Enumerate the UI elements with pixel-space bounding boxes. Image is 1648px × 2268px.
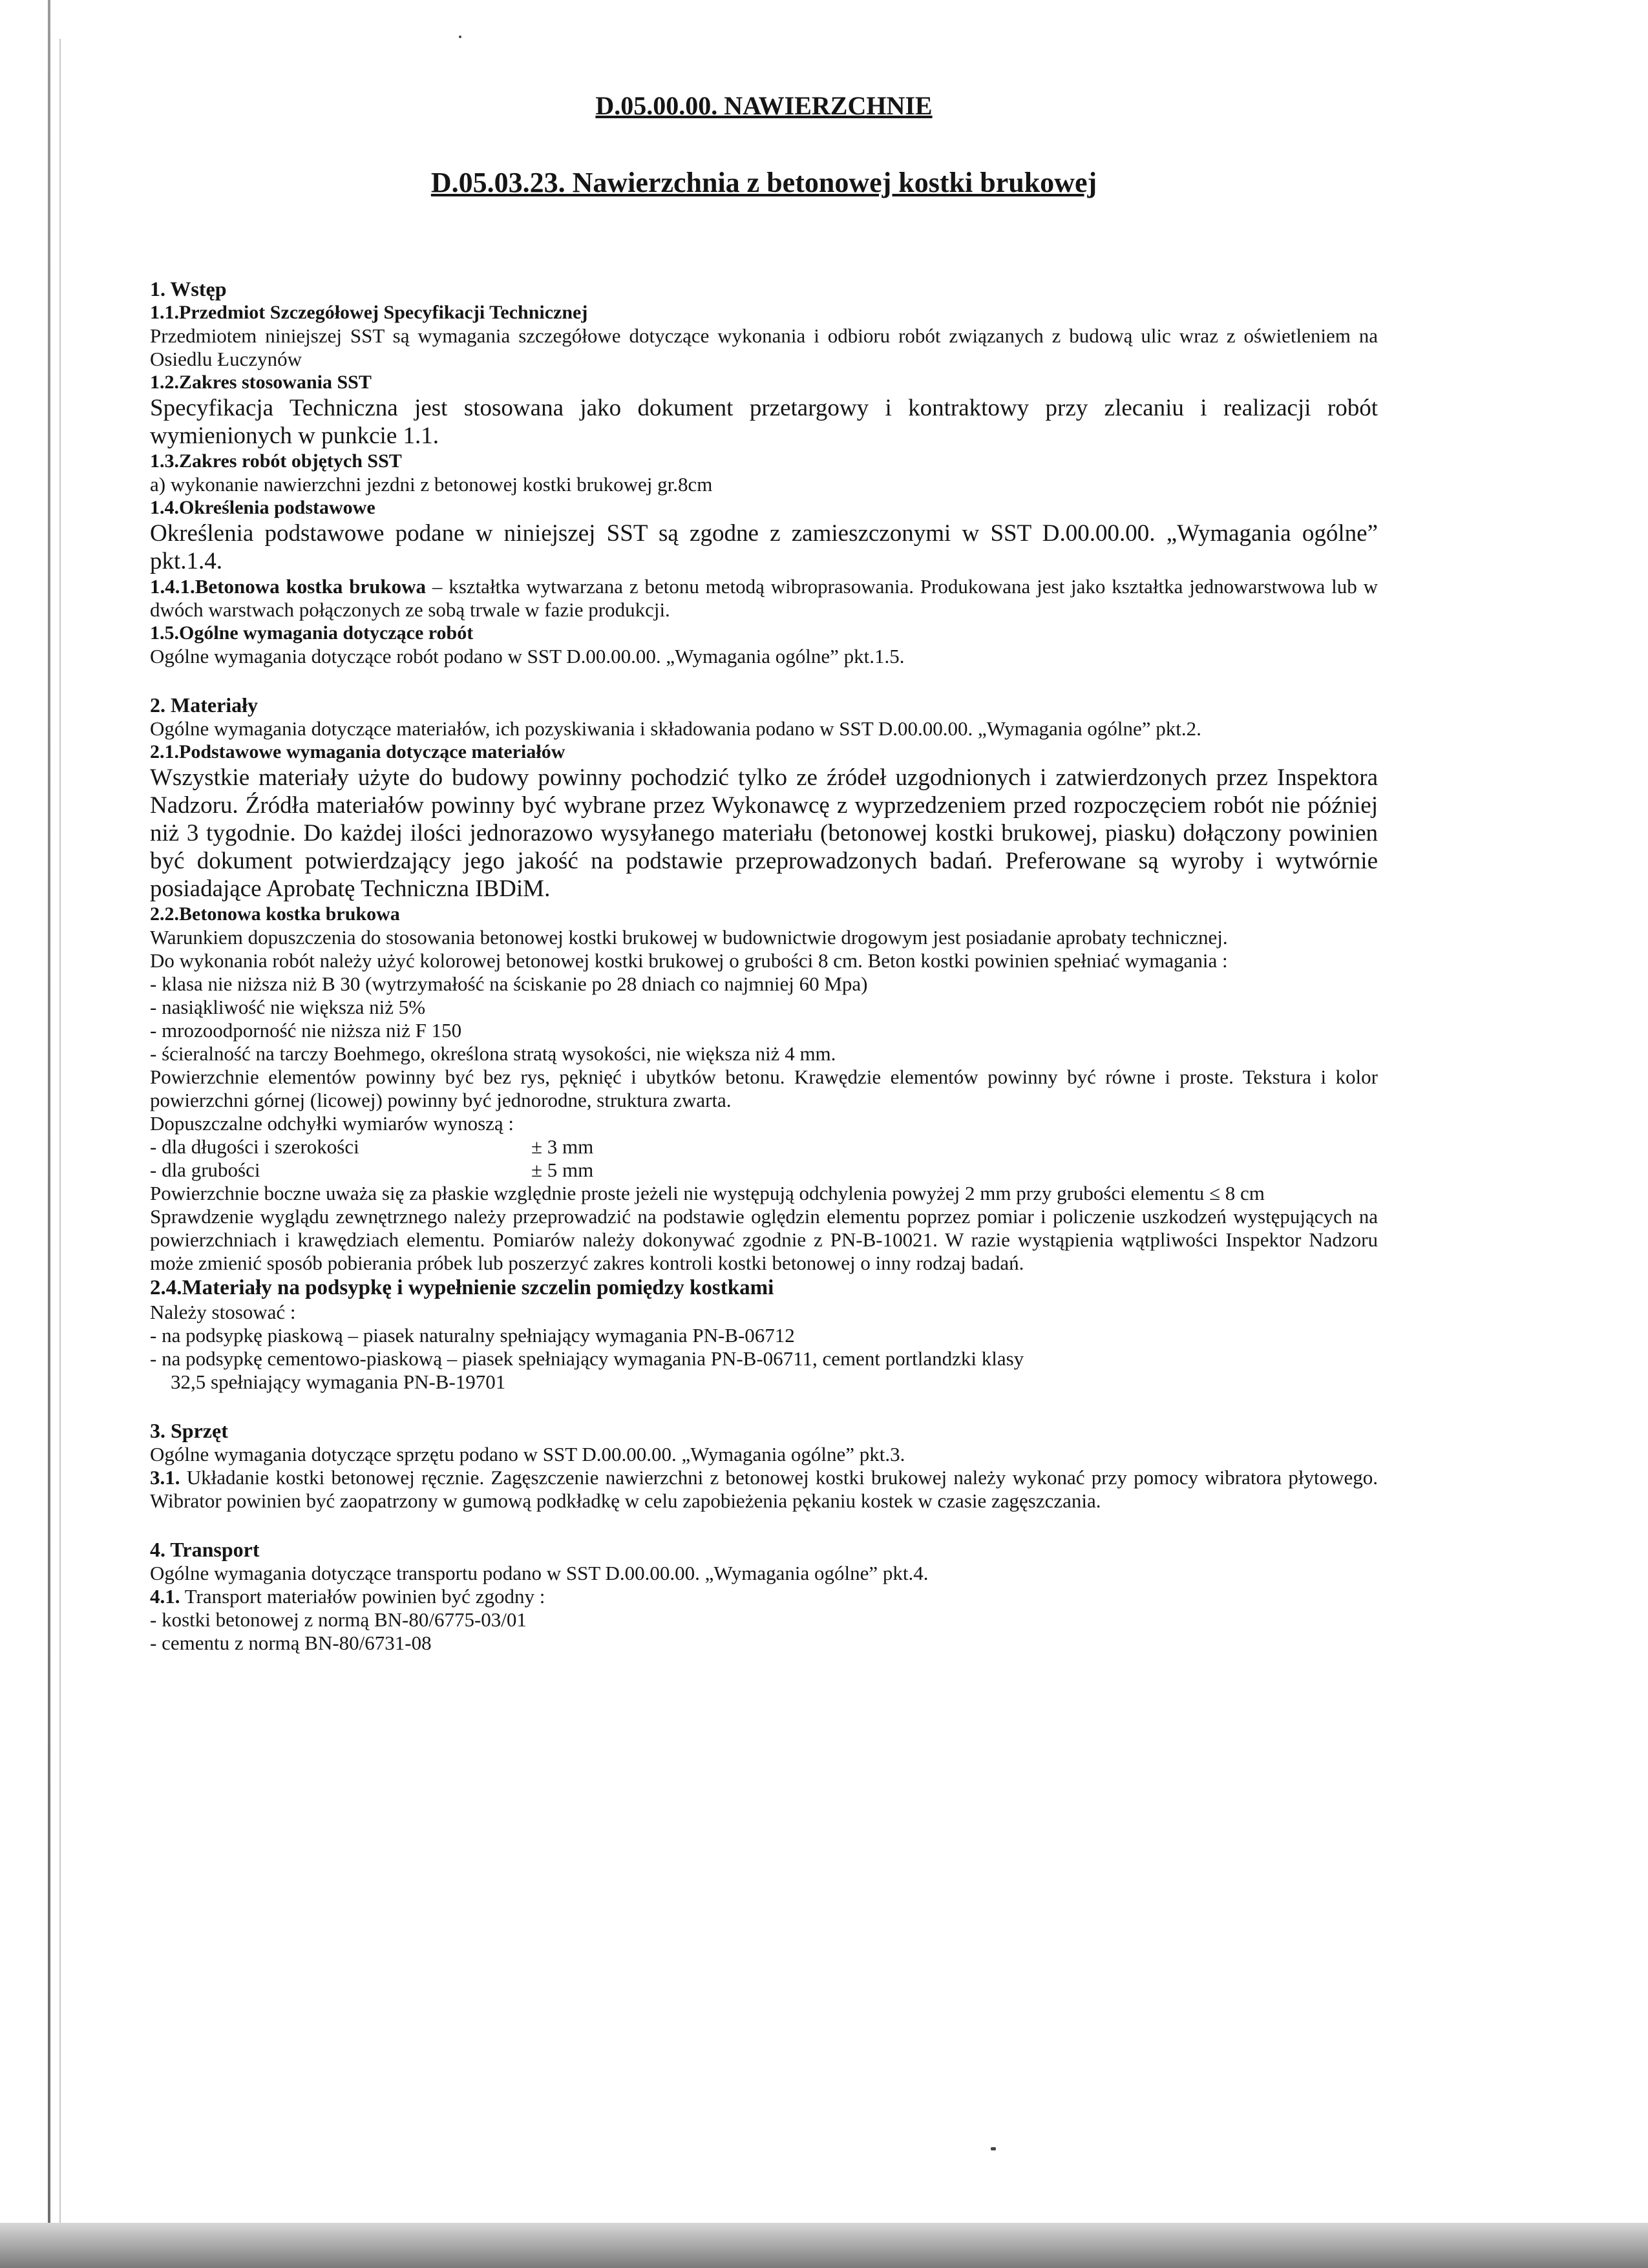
paragraph: a) wykonanie nawierzchni jezdni z betonowej kostki brukowej gr.8cm <box>150 473 713 496</box>
requirement-item: - nasiąkliwość nie większa niż 5% <box>150 996 426 1018</box>
paragraph: Wszystkie materiały użyte do budowy powinny pochodzić tylko ze źródeł uzgodnionych i zatwierdzonych przez Inspektora Nadzoru. Źródła materiałów powinny być wybrane przez Wykonawcę z wyprzedzeniem przed rozpoczęciem robót nie później niż 3 tygodnie. Do każdej ilości jednorazowo wysyłanego materiału (betonowej kostki brukowej, piasku) dołączony powinien być dokument potwierdzający jego jakość na podstawie przeprowadzonych badań. Preferowane są wyroby i wytwórnie posiadające Aprobatę Techniczna IBDiM. <box>150 764 1378 902</box>
list-item: - kostki betonowej z normą BN-80/6775-03/01 <box>150 1608 527 1631</box>
paragraph-number: 3.1. <box>150 1466 180 1489</box>
paragraph: Do wykonania robót należy użyć kolorowej betonowej kostki brukowej o grubości 8 cm. Beton kostki powinien spełniać wymagania : <box>150 949 1228 972</box>
tolerance-row <box>150 1135 1378 1159</box>
subsection-heading: 1.4.Określenia podstawowe <box>150 497 375 518</box>
numbered-paragraph <box>150 1466 1378 1513</box>
section-heading: 4. Transport <box>150 1538 260 1561</box>
list-item: - cementu z normą BN-80/6731-08 <box>150 1632 432 1654</box>
paragraph: Dopuszczalne odchyłki wymiarów wynoszą : <box>150 1112 514 1135</box>
tolerance-value: ± 5 mm <box>531 1159 594 1181</box>
section-heading: 2. Materiały <box>150 693 259 717</box>
subsection-heading: 2.1.Podstawowe wymagania dotyczące materiałów <box>150 741 565 762</box>
paragraph: Ogólne wymagania dotyczące materiałów, ich pozyskiwania i składowania podano w SST D.00.00.00. „Wymagania ogólne” pkt.2. <box>150 717 1201 740</box>
scan-speck <box>991 2147 996 2150</box>
definition-term: 1.4.1.Betonowa kostka brukowa <box>150 575 427 598</box>
subsection-heading: 1.5.Ogólne wymagania dotyczące robót <box>150 622 474 644</box>
scan-edge-shadow <box>59 39 61 2223</box>
subsection-heading: 2.4.Materiały na podsypkę i wypełnienie szczelin pomiędzy kostkami <box>150 1276 774 1299</box>
section-4 <box>150 1537 1378 1655</box>
scan-edge-left <box>48 0 50 2223</box>
paragraph: Określenia podstawowe podane w niniejszej SST są zgodne z zamieszczonymi w SST D.00.00.00. „Wymagania ogólne” pkt.1.4. <box>150 520 1378 574</box>
section-3 <box>150 1418 1378 1513</box>
paragraph: Ogólne wymagania dotyczące robót podano w SST D.00.00.00. „Wymagania ogólne” pkt.1.5. <box>150 645 905 667</box>
section-1 <box>150 277 1378 668</box>
paragraph: Sprawdzenie wyglądu zewnętrznego należy przeprowadzić na podstawie oględzin elementu poprzez pomiar i policzenie uszkodzeń występujących na powierzchniach i krawędziach elementu. Pomiarów należy dokonywać zgodnie z PN-B-10021. W razie wystąpienia wątpliwości Inspektor Nadzoru może zmienić sposób pobierania próbek lub poszerzyć zakres kontroli kostki betonowej o inny rodzaj badań. <box>150 1205 1378 1274</box>
subsection-heading: 1.2.Zakres stosowania SST <box>150 372 372 393</box>
scan-edge-bottom <box>0 2223 1648 2268</box>
section-heading: 1. Wstęp <box>150 277 227 300</box>
requirement-item: - klasa nie niższa niż B 30 (wytrzymałość na ściskanie po 28 dniach co najmniej 60 Mpa) <box>150 972 868 995</box>
definition-paragraph <box>150 575 1378 622</box>
paragraph: Ogólne wymagania dotyczące transportu podano w SST D.00.00.00. „Wymagania ogólne” pkt.4. <box>150 1562 929 1584</box>
subsection-heading: 1.3.Zakres robót objętych SST <box>150 450 402 472</box>
document-page <box>150 90 1378 1655</box>
paragraph: Przedmiotem niniejszej SST są wymagania szczegółowe dotyczące wykonania i odbioru robót związanych z budową ulic wraz z oświetleniem na Osiedlu Łuczynów <box>150 324 1378 370</box>
tolerance-label: - dla grubości <box>150 1159 260 1181</box>
requirement-item: - mrozoodporność nie niższa niż F 150 <box>150 1019 462 1042</box>
scan-speck <box>459 36 461 38</box>
document-title: D.05.00.00. NAWIERZCHNIE <box>595 91 933 120</box>
paragraph: Warunkiem dopuszczenia do stosowania betonowej kostki brukowej w budownictwie drogowym jest posiadanie aprobaty technicznej. <box>150 926 1228 949</box>
paragraph-text: Układanie kostki betonowej ręcznie. Zagęszczenie nawierzchni z betonowej kostki brukowej należy wykonać przy pomocy wibratora płytowego. Wibrator powinien być zaopatrzony w gumową podkładkę w celu zapobieżenia pękaniu kostek w czasie zagęszczania. <box>150 1466 1378 1512</box>
subsection-heading: 1.1.Przedmiot Szczegółowej Specyfikacji Technicznej <box>150 302 588 323</box>
document-subtitle: D.05.03.23. Nawierzchnia z betonowej kostki brukowej <box>430 167 1097 198</box>
paragraph: Ogólne wymagania dotyczące sprzętu podano w SST D.00.00.00. „Wymagania ogólne” pkt.3. <box>150 1443 905 1465</box>
requirement-item: - ścieralność na tarczy Boehmego, określona stratą wysokości, nie większa niż 4 mm. <box>150 1042 836 1065</box>
section-heading: 3. Sprzęt <box>150 1419 228 1442</box>
list-item-continuation: 32,5 spełniający wymagania PN-B-19701 <box>171 1370 506 1393</box>
tolerance-label: - dla długości i szerokości <box>150 1135 359 1158</box>
paragraph: Specyfikacja Techniczna jest stosowana jako dokument przetargowy i kontraktowy przy zlecaniu i realizacji robót wymienionych w punkcie 1.1. <box>150 395 1378 449</box>
tolerance-value: ± 3 mm <box>531 1135 594 1158</box>
definition-text: – kształtka wytwarzana z betonu metodą wibroprasowania. Produkowana jest jako kształtka jednowarstwowa lub w dwóch warstwach połączonych ze sobą trwale w fazie produkcji. <box>150 575 1378 621</box>
section-2 <box>150 693 1378 1394</box>
tolerance-row <box>150 1159 1378 1182</box>
subsection-heading: 2.2.Betonowa kostka brukowa <box>150 903 400 925</box>
list-item: - na podsypkę cementowo-piaskową – piasek spełniający wymagania PN-B-06711, cement portlandzki klasy <box>150 1347 1024 1370</box>
paragraph: Powierzchnie elementów powinny być bez rys, pęknięć i ubytków betonu. Krawędzie elementów powinny być równe i proste. Tekstura i kolor powierzchni górnej (licowej) powinny być jednorodne, struktura zwarta. <box>150 1066 1378 1111</box>
paragraph: Należy stosować : <box>150 1301 296 1323</box>
list-item: - na podsypkę piaskową – piasek naturalny spełniający wymagania PN-B-06712 <box>150 1324 795 1347</box>
paragraph: Powierzchnie boczne uważa się za płaskie względnie proste jeżeli nie występują odchylenia powyżej 2 mm przy grubości elementu ≤ 8 cm <box>150 1182 1265 1204</box>
numbered-paragraph <box>150 1585 1378 1608</box>
paragraph-number: 4.1. <box>150 1585 180 1608</box>
paragraph-text: Transport materiałów powinien być zgodny : <box>180 1585 545 1608</box>
